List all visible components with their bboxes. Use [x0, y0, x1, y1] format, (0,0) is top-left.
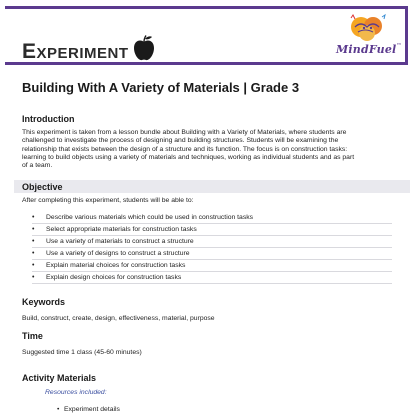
- frame-top-border: [5, 6, 407, 9]
- brand-logo: [336, 43, 402, 56]
- list-item: • Use a variety of designs to construct a structure: [32, 248, 392, 260]
- introduction-line: This experiment is taken from a lesson bundle about Building with a Variety of Materials, where students are: [22, 129, 347, 136]
- introduction-text: [22, 129, 402, 170]
- list-item: • Experiment details: [64, 406, 120, 413]
- introduction-heading: Introduction: [22, 114, 75, 124]
- experiment-badge: [22, 40, 129, 64]
- keywords-heading: Keywords: [22, 297, 66, 307]
- list-item: • Use a variety of materials to construct a structure: [32, 236, 392, 248]
- keywords-text: Build, construct, create, design, effectiveness, material, purpose: [22, 315, 215, 322]
- badge-initial: E: [22, 40, 37, 63]
- introduction-line: of a team.: [22, 162, 53, 170]
- objective-heading-band: [14, 180, 410, 193]
- logo-trademark: ™: [396, 43, 402, 49]
- apple-icon: [131, 34, 157, 62]
- frame-right-border: [405, 6, 408, 64]
- list-item: • Select appropriate materials for construction tasks: [32, 224, 392, 236]
- list-item: • Explain design choices for construction tasks: [32, 272, 392, 284]
- activity-materials-heading: Activity Materials: [22, 373, 97, 383]
- time-heading: Time: [22, 331, 43, 341]
- time-text: Suggested time 1 class (45-60 minutes): [22, 349, 142, 356]
- objective-heading: Objective: [22, 182, 63, 192]
- introduction-line: learning to build objects using a variety of materials and techniques, working as individual students and as part: [22, 153, 355, 161]
- list-item: • Describe various materials which could be used in construction tasks: [32, 212, 392, 224]
- objective-list: [32, 212, 392, 284]
- page-title: Building With A Variety of Materials | Grade 3: [22, 80, 300, 95]
- list-item: • Explain material choices for construction tasks: [32, 260, 392, 272]
- introduction-line: challenged to investigate the process of designing and building structures. Students will be examining the: [22, 137, 339, 145]
- introduction-line: relationship that exists between the design of a structure and its function. The focus is on construction tasks:: [22, 145, 348, 153]
- badge-rest: XPERIMENT: [36, 45, 129, 62]
- objective-lead: After completing this experiment, students will be able to:: [22, 197, 194, 204]
- logo-wordmark: MindFuel: [336, 43, 397, 56]
- resources-label: Resources included:: [45, 389, 107, 396]
